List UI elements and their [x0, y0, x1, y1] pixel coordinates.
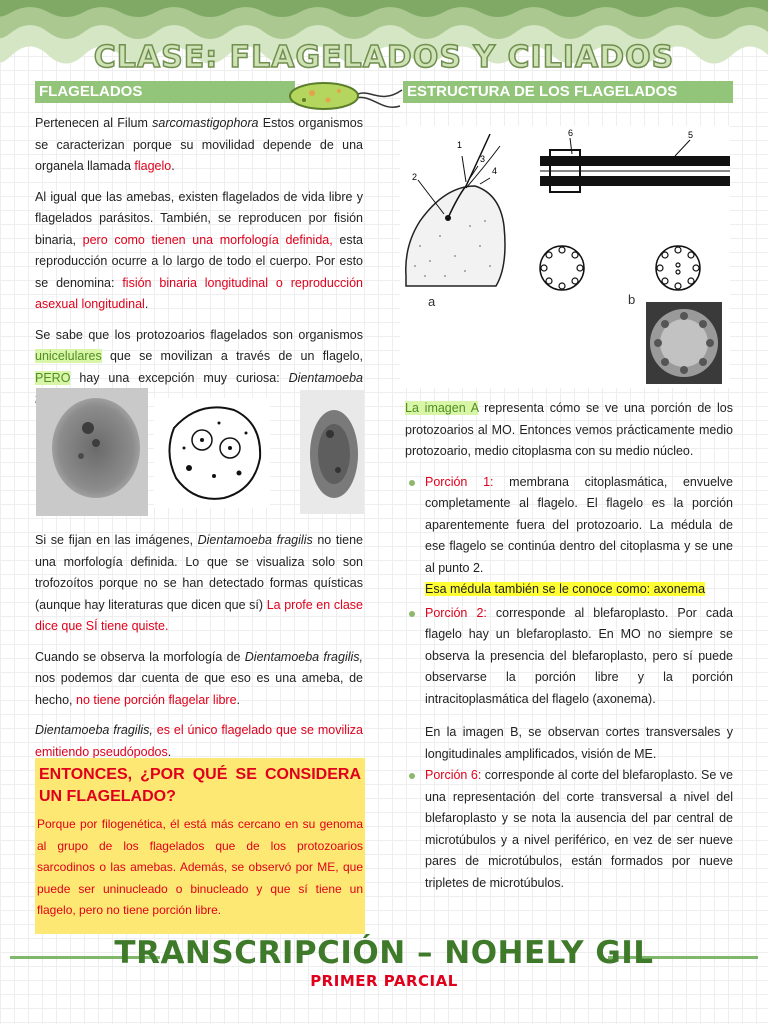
footer-subtitle: PRIMER PARCIAL — [310, 972, 458, 990]
taxon-name: Dientamoeba fragilis, — [35, 723, 153, 737]
left-column-observaciones — [35, 530, 363, 772]
text: . — [236, 692, 241, 707]
right-column-text — [405, 398, 733, 896]
bullet-icon — [409, 611, 415, 617]
paragraph-morfologia — [35, 530, 363, 638]
text: Estos organismos se caracterizan porque su movilidad depende de una organela llamada — [35, 116, 363, 173]
taxon-name: Dientamoeba fragilis — [197, 533, 313, 547]
flagellate-structure-figure — [400, 126, 730, 388]
text: Se sabe que los protozoarios flagelados son organismos — [35, 327, 363, 342]
term-porcion-1: Porción 1: — [425, 474, 494, 489]
text: Al igual que las amebas, existen flagelados de vida libre y flagelados parásitos. También, se reproducen por fisión binaria, — [35, 189, 363, 247]
axonema-note: Esa médula también se le conoce como: axonema — [425, 582, 706, 596]
left-column-intro — [35, 113, 363, 420]
emphasis: pero como tienen una morfología definida, — [82, 232, 333, 247]
list-item — [405, 765, 733, 894]
emphasis: fisión binaria longitudinal o reproducción asexual longitudinal — [35, 275, 363, 311]
emphasis: no tiene porción flagelar libre — [76, 692, 237, 707]
text: . — [167, 744, 172, 759]
emphasis: es el único flagelado que se moviliza emitiendo pseudópodos — [35, 723, 363, 759]
paragraph-pseudopodos — [35, 720, 363, 763]
drawing-dientamoeba — [154, 398, 270, 508]
page-title: CLASE: FLAGELADOS Y CILIADOS — [93, 40, 675, 75]
term-unicelulares: unicelulares — [35, 349, 102, 363]
text: membrana citoplasmática, envuelve completamente al flagelo. El flagelo es la porción aparentemente fuera del protozoario. La médula de ese flagelo se continúa dentro del citoplasma y se une al punto 2. — [425, 474, 734, 575]
taxon-name: Dientamoeba fragilis, — [244, 649, 363, 664]
text: Si se fijan en las imágenes, — [35, 533, 198, 547]
term-porcion-6: Porción 6: — [425, 768, 482, 782]
text: hay una excepción muy curiosa: — [70, 370, 289, 385]
text: corresponde al blefaroplasto. Por cada flagelo hay un blefaroplasto. En MO no siempre se observa la presencia del blefaroplasto, pero sí puede observarse la porción libre y la porción intracitoplasmática del flagelo (axonema). — [425, 605, 733, 706]
section-header-flagelados: FLAGELADOS — [35, 81, 295, 103]
micrograph-2 — [300, 390, 364, 514]
list-item — [405, 472, 733, 601]
callout-body: Porque por filogenética, él está más cercano en su genoma al grupo de los flagelados que de los protozoarios sarcodinos o las amebas. Además, se observó por ME, que puede ser uninucleado o binucleado y que sí tiene un flagelo, pero no tiene porción libre. — [37, 817, 363, 917]
label-6: 6 — [568, 128, 574, 138]
text: . — [171, 159, 175, 173]
text: Pertenecen al Filum — [35, 116, 153, 130]
text: nos podemos dar cuenta de que eso es una ameba, de hecho, — [35, 671, 363, 707]
list-item — [405, 603, 733, 711]
text: no tiene una morfología definida. Lo que se visualiza solo son trofozoítos porque no se han detectado formas quísticas (aunque hay literaturas que dicen que sí) — [35, 533, 363, 612]
paragraph-filum — [35, 113, 363, 178]
callout-box — [35, 758, 365, 934]
term-porcion-2: Porción 2: — [425, 605, 487, 620]
label-4: 4 — [492, 166, 498, 176]
text: representa cómo se ve una porción de los protozoarios al MO. Entonces vemos prácticamente medio protozoario, medio citoplasma con su medio núcleo. — [405, 401, 734, 458]
taxon-name: sarcomastigophora — [152, 116, 259, 130]
bullet-icon — [409, 480, 415, 486]
callout-heading: ENTONCES, ¿POR QUÉ SE CONSIDERA UN FLAGELADO? — [39, 766, 361, 805]
text: corresponde al corte del blefaroplasto. Se ve una representación del corte transversal a nivel del blefaroplasto y se nota la ausencia del par central de microtúbulos y a nivel periférico, en vez de ser nueve pares de microtúbulos, están formados por nueve tripletes de microtúbulos. — [425, 768, 734, 890]
section-header-estructura: ESTRUCTURA DE LOS FLAGELADOS — [403, 81, 733, 103]
term-flagelo: flagelo — [134, 159, 172, 173]
portion-list-1 — [405, 472, 733, 711]
label-3: 3 — [480, 154, 486, 164]
footer-title: TRANSCRIPCIÓN – NOHELY GIL — [114, 935, 654, 971]
portion-list-2 — [405, 765, 733, 894]
flagellate-illustration — [284, 76, 404, 116]
text: que se movilizan a través de un flagelo, — [101, 349, 363, 363]
text: esta reproducción ocurre a lo largo de todo el cuerpo. Por esto se denomina: — [35, 232, 363, 290]
bullet-icon — [409, 773, 415, 779]
taxon-name: Dientamoeba — [288, 370, 363, 385]
label-1: 1 — [457, 140, 463, 150]
paragraph-imagen-a — [405, 398, 733, 463]
paragraph-ameba — [35, 647, 363, 712]
emphasis: La profe en clase dice que SÍ tiene quiste. — [35, 597, 364, 633]
paragraph-reproduccion — [35, 187, 363, 316]
label-2: 2 — [412, 172, 418, 182]
paragraph-imagen-b: En la imagen B, se observan cortes transversales y longitudinales amplificados, visión de ME. — [425, 725, 733, 761]
figure-label-a: a — [428, 294, 436, 309]
figure-label-b: b — [628, 292, 636, 307]
text: Cuando se observa la morfología de — [35, 649, 245, 664]
micrograph-1 — [36, 388, 148, 516]
term-imagen-a: La imagen A — [405, 401, 479, 415]
text: . — [144, 297, 149, 311]
term-pero: PERO — [35, 370, 71, 385]
label-5: 5 — [688, 130, 694, 140]
